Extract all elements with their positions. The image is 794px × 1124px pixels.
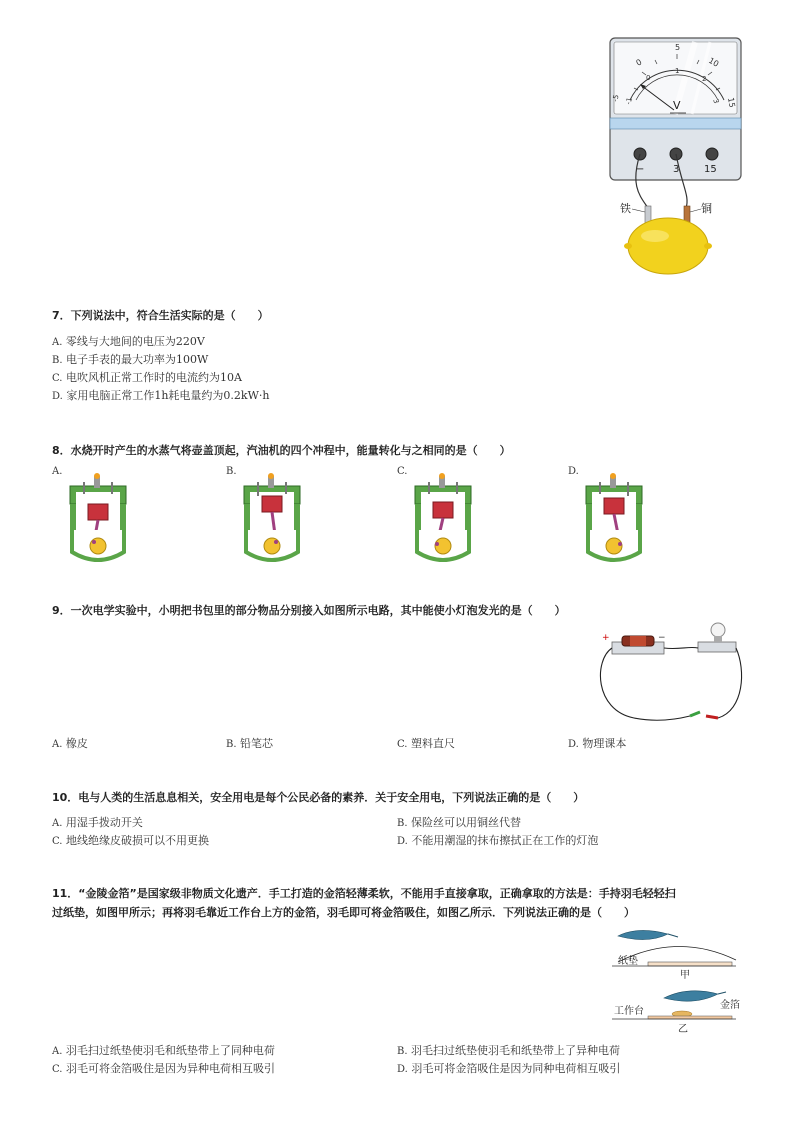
q9-option-b-text: 铅笔芯 [240,737,274,750]
q10-option-c[interactable] [52,832,209,848]
voltmeter-unit: V [673,99,681,112]
engine-stroke-c-icon [411,472,475,564]
scale-top-15: 15 [726,96,737,109]
q8-option-b[interactable] [226,466,316,566]
bench-label: 工作台 [614,1006,644,1017]
q7-option-c-text: 电吹风机正常工作时的电流约为10A [65,371,242,384]
engine-stroke-d-icon [582,472,646,564]
scale-bottom-1: 1 [675,67,680,75]
scale-bottom-2: 2 [702,75,707,83]
q9-option-c-letter: C. [397,739,408,750]
q8-title: 8．水烧开时产生的水蒸气将壶盖顶起，汽油机的四个冲程中，能量转化与之相同的是（ ） [52,444,511,457]
q11-option-a-text: 羽毛扫过纸垫使羽毛和纸垫带上了同种电荷 [65,1044,275,1057]
q10-option-c-letter: C. [52,836,63,847]
q7-option-d-text: 家用电脑正常工作1h耗电量约为0.2kW·h [66,389,270,402]
q11-option-d-text: 羽毛可将金箔吸住是因为同种电荷相互吸引 [411,1062,621,1075]
q9-option-c-text: 塑料直尺 [410,737,455,750]
q7-option-a-letter: A. [52,337,63,348]
q10-option-d[interactable] [397,832,598,848]
lemon [628,218,708,274]
q9-option-d-letter: D. [568,739,579,750]
terminal-minus: − [636,164,645,175]
q9-option-a-letter: A. [52,739,63,750]
q8-option-b-letter: B. [226,466,237,477]
q9-option-a[interactable] [52,735,88,751]
q10-option-a-letter: A. [52,818,63,829]
q8-option-c-letter: C. [397,466,408,477]
q10-option-c-text: 地线绝缘皮破损可以不用更换 [65,834,209,847]
q11-option-d[interactable] [397,1060,620,1076]
q8-option-a-letter: A. [52,466,63,477]
scale-small-minus5: -5 [611,94,621,103]
q11-title-line2: 过纸垫，如图甲所示；再将羽毛靠近工作台上方的金箔，羽毛即可将金箔吸住，如图乙所示．下列说法正确的是（ ） [52,906,635,919]
q9-option-b-letter: B. [226,739,237,750]
q11-option-b-letter: B. [397,1046,408,1057]
q7-option-c-letter: C. [52,373,63,384]
q10-option-a-text: 用湿手拨动开关 [65,816,143,829]
q11-option-a[interactable] [52,1042,275,1058]
q9-option-b[interactable] [226,735,273,751]
q8-option-d[interactable] [568,466,658,566]
q8-option-d-letter: D. [568,466,579,477]
svg-text:+: + [602,633,610,643]
scale-bottom-minus1: -1 [624,96,634,106]
q9-option-c[interactable] [397,735,455,751]
q7-option-a[interactable] [52,333,205,349]
q10-option-b-text: 保险丝可以用铜丝代替 [411,816,522,829]
q10-option-b-letter: B. [397,818,408,829]
scale-top-0: 0 [634,57,644,68]
q11-title-line1: 11．“金陵金箔”是国家级非物质文化遗产．手工打造的金箔轻薄柔软，不能用手直接拿取，正确拿取的方法是：手持羽毛轻轻扫 [52,887,676,900]
q11-option-c-text: 羽毛可将金箔吸住是因为异种电荷相互吸引 [65,1062,275,1075]
q7-title: 7．下列说法中，符合生活实际的是（ ） [52,309,269,322]
gold-foil-figure [608,922,743,1034]
foil-label: 金箔 [720,1000,740,1011]
scale-top-5: 5 [675,43,681,52]
engine-stroke-b-icon [240,472,304,564]
q7-option-d[interactable] [52,387,269,403]
pad-label: 纸垫 [618,956,638,967]
q10-title: 10．电与人类的生活息息相关，安全用电是每个公民必备的素养．关于安全用电，下列说法正确的是（ ） [52,791,585,804]
electrode-iron-label: 铁 [620,202,631,215]
scale-top-10: 10 [707,55,721,69]
scale-bottom-3: 3 [711,98,721,105]
electrode-copper-label: 铜 [701,202,712,215]
q7-option-b-letter: B. [52,355,63,366]
q8-option-c[interactable] [397,466,487,566]
q11-option-b-text: 羽毛扫过纸垫使羽毛和纸垫带上了异种电荷 [411,1044,621,1057]
terminal-15: 15 [704,164,717,175]
q10-option-d-text: 不能用潮湿的抹布擦拭正在工作的灯泡 [411,834,599,847]
q9-option-d[interactable] [568,735,626,751]
q10-option-b[interactable] [397,814,521,830]
fig-a-label: 甲 [680,970,690,981]
q7-option-b[interactable] [52,351,208,367]
q10-option-a[interactable] [52,814,143,830]
circuit-figure [594,620,746,730]
q11-option-b[interactable] [397,1042,620,1058]
q8-option-a[interactable] [52,466,142,566]
q7-option-c[interactable] [52,369,242,385]
svg-text:−: − [658,633,666,643]
q9-option-d-text: 物理课本 [582,737,627,750]
terminal-3: 3 [673,164,680,175]
q7-option-b-text: 电子手表的最大功率为100W [66,353,209,366]
q7-option-d-letter: D. [52,391,63,402]
q9-title: 9．一次电学实验中，小明把书包里的部分物品分别接入如图所示电路，其中能使小灯泡发光的是（ ） [52,604,566,617]
q11-option-d-letter: D. [397,1064,408,1075]
fig-b-label: 乙 [678,1024,688,1034]
q10-option-d-letter: D. [397,836,408,847]
scale-bottom-0: 0 [646,74,651,82]
q9-option-a-text: 橡皮 [65,737,88,750]
q11-option-c[interactable] [52,1060,275,1076]
engine-stroke-a-icon [66,472,130,564]
q7-option-a-text: 零线与大地间的电压为220V [65,335,205,348]
voltmeter-lemon-figure [600,36,750,286]
q11-option-a-letter: A. [52,1046,63,1057]
q11-option-c-letter: C. [52,1064,63,1075]
